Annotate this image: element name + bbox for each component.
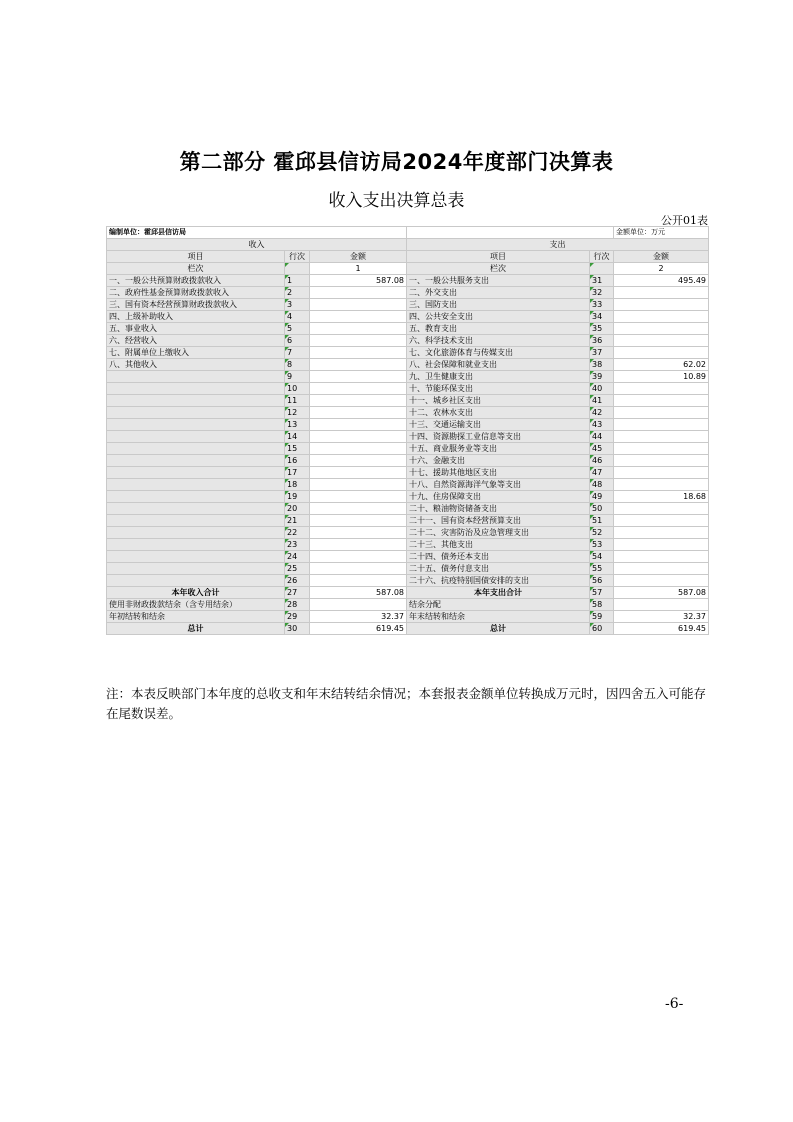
expense-item: 二十三、其他支出 (407, 539, 590, 551)
income-row-number: 3 (285, 299, 310, 311)
expense-row-number: 34 (590, 311, 614, 323)
income-amount (310, 311, 407, 323)
expense-amount (614, 407, 709, 419)
expense-row-number: 48 (590, 479, 614, 491)
income-amount (310, 395, 407, 407)
expense-row-number: 53 (590, 539, 614, 551)
table-row (107, 299, 709, 311)
expense-item: 十八、自然资源海洋气象等支出 (407, 479, 590, 491)
expense-amount (614, 419, 709, 431)
summary-row (107, 611, 709, 623)
income-row-number: 8 (285, 359, 310, 371)
expense-item: 二、外交支出 (407, 287, 590, 299)
column-header-row (107, 251, 709, 263)
income-item: 三、国有资本经营预算财政拨款收入 (107, 299, 285, 311)
table-row (107, 491, 709, 503)
table-row (107, 383, 709, 395)
summary-row (107, 623, 709, 635)
income-item: 七、附属单位上缴收入 (107, 347, 285, 359)
expense-amount (614, 539, 709, 551)
table-row (107, 443, 709, 455)
income-row-number: 10 (285, 383, 310, 395)
income-item (107, 515, 285, 527)
expense-summary-item: 结余分配 (407, 599, 590, 611)
expense-col-label: 栏次 (407, 263, 590, 275)
income-item (107, 371, 285, 383)
expense-row-number: 32 (590, 287, 614, 299)
income-item (107, 527, 285, 539)
expense-amount: 495.49 (614, 275, 709, 287)
table-row (107, 575, 709, 587)
income-rowno-header: 行次 (285, 251, 310, 263)
income-item (107, 407, 285, 419)
expense-item: 十三、交通运输支出 (407, 419, 590, 431)
income-row-number: 23 (285, 539, 310, 551)
expense-amount (614, 335, 709, 347)
expense-item: 十二、农林水支出 (407, 407, 590, 419)
expense-item: 二十一、国有资本经营预算支出 (407, 515, 590, 527)
income-amount (310, 347, 407, 359)
expense-amount (614, 431, 709, 443)
expense-amount (614, 503, 709, 515)
income-row-number: 7 (285, 347, 310, 359)
expense-amount (614, 479, 709, 491)
expense-row-number: 42 (590, 407, 614, 419)
expense-item: 三、国防支出 (407, 299, 590, 311)
expense-row-number: 51 (590, 515, 614, 527)
table-row (107, 479, 709, 491)
expense-summary-row-number: 60 (590, 623, 614, 635)
expense-summary-amount (614, 599, 709, 611)
expense-amount (614, 551, 709, 563)
income-row-number: 17 (285, 467, 310, 479)
income-row-number: 9 (285, 371, 310, 383)
expense-row-number: 37 (590, 347, 614, 359)
table-row (107, 347, 709, 359)
income-amount (310, 527, 407, 539)
income-row-number: 15 (285, 443, 310, 455)
form-number: 公开01表 (661, 214, 708, 227)
expense-amount (614, 575, 709, 587)
table-row (107, 359, 709, 371)
income-row-number: 19 (285, 491, 310, 503)
income-row-number: 25 (285, 563, 310, 575)
income-amount (310, 455, 407, 467)
income-summary-amount: 619.45 (310, 623, 407, 635)
income-amount (310, 575, 407, 587)
expense-summary-amount: 587.08 (614, 587, 709, 599)
expense-amount (614, 455, 709, 467)
expense-amount (614, 527, 709, 539)
income-amount (310, 479, 407, 491)
expense-summary-item: 本年支出合计 (407, 587, 590, 599)
expense-item-header: 项目 (407, 251, 590, 263)
income-row-number: 26 (285, 575, 310, 587)
income-row-number: 12 (285, 407, 310, 419)
expense-row-number: 52 (590, 527, 614, 539)
table-row (107, 335, 709, 347)
income-amount (310, 359, 407, 371)
income-item: 六、经营收入 (107, 335, 285, 347)
income-amount (310, 371, 407, 383)
income-row-number: 4 (285, 311, 310, 323)
income-item (107, 503, 285, 515)
meta-row (107, 227, 709, 239)
income-row-number: 21 (285, 515, 310, 527)
income-row-number: 1 (285, 275, 310, 287)
income-amount: 587.08 (310, 275, 407, 287)
expense-item: 六、科学技术支出 (407, 335, 590, 347)
income-col-label: 栏次 (107, 263, 285, 275)
expense-row-number: 56 (590, 575, 614, 587)
expense-row-number: 43 (590, 419, 614, 431)
page-title: 第二部分 霍邱县信访局2024年度部门决算表 (179, 150, 614, 174)
income-col-blank (285, 263, 310, 275)
income-item (107, 491, 285, 503)
income-item (107, 455, 285, 467)
income-item (107, 467, 285, 479)
table-row (107, 395, 709, 407)
expense-row-number: 31 (590, 275, 614, 287)
column-index-row (107, 263, 709, 275)
income-amount (310, 383, 407, 395)
income-item: 五、事业收入 (107, 323, 285, 335)
income-item: 二、政府性基金预算财政拨款收入 (107, 287, 285, 299)
expense-item: 十五、商业服务业等支出 (407, 443, 590, 455)
expense-item: 八、社会保障和就业支出 (407, 359, 590, 371)
expense-amount (614, 323, 709, 335)
expense-col-blank (590, 263, 614, 275)
income-summary-row-number: 29 (285, 611, 310, 623)
expense-amount (614, 347, 709, 359)
expense-row-number: 33 (590, 299, 614, 311)
expense-summary-row-number: 58 (590, 599, 614, 611)
summary-row (107, 587, 709, 599)
income-amount (310, 503, 407, 515)
expense-item: 十六、金融支出 (407, 455, 590, 467)
income-item: 一、一般公共预算财政拨款收入 (107, 275, 285, 287)
income-row-number: 14 (285, 431, 310, 443)
income-amount (310, 539, 407, 551)
expense-summary-amount: 32.37 (614, 611, 709, 623)
currency-unit: 金额单位：万元 (614, 227, 709, 239)
expense-row-number: 55 (590, 563, 614, 575)
expense-row-number: 39 (590, 371, 614, 383)
income-row-number: 6 (285, 335, 310, 347)
footnote: 注：本表反映部门本年度的总收支和年末结转结余情况；本套报表金额单位转换成万元时，因四舍五入可能存在尾数误差。 (106, 686, 707, 721)
income-summary-item: 本年收入合计 (107, 587, 285, 599)
expense-row-number: 50 (590, 503, 614, 515)
expense-row-number: 38 (590, 359, 614, 371)
income-item (107, 383, 285, 395)
expense-summary-row-number: 57 (590, 587, 614, 599)
table-row (107, 503, 709, 515)
income-amount (310, 323, 407, 335)
expense-amount: 10.89 (614, 371, 709, 383)
table-row (107, 407, 709, 419)
income-col-number: 1 (310, 263, 407, 275)
expense-amount (614, 383, 709, 395)
expense-amount (614, 299, 709, 311)
income-summary-row-number: 28 (285, 599, 310, 611)
income-row-number: 16 (285, 455, 310, 467)
expense-item: 二十四、债务还本支出 (407, 551, 590, 563)
income-row-number: 24 (285, 551, 310, 563)
income-item (107, 395, 285, 407)
table-row (107, 287, 709, 299)
expense-summary-row-number: 59 (590, 611, 614, 623)
expense-amount-header: 金额 (614, 251, 709, 263)
income-amount-header: 金额 (310, 251, 407, 263)
income-item (107, 431, 285, 443)
expense-rowno-header: 行次 (590, 251, 614, 263)
expense-item: 九、卫生健康支出 (407, 371, 590, 383)
expense-row-number: 47 (590, 467, 614, 479)
expense-amount (614, 287, 709, 299)
expense-amount: 62.02 (614, 359, 709, 371)
expense-row-number: 46 (590, 455, 614, 467)
table-row (107, 311, 709, 323)
income-amount (310, 467, 407, 479)
income-amount (310, 515, 407, 527)
expense-row-number: 35 (590, 323, 614, 335)
budget-sheet (106, 226, 708, 635)
expense-row-number: 40 (590, 383, 614, 395)
expense-amount (614, 563, 709, 575)
expense-col-number: 2 (614, 263, 709, 275)
expense-item: 二十、粮油物资储备支出 (407, 503, 590, 515)
table-subtitle: 收入支出决算总表 (328, 191, 465, 211)
expense-amount (614, 395, 709, 407)
income-summary-amount: 32.37 (310, 611, 407, 623)
section-header-row (107, 239, 709, 251)
income-amount (310, 551, 407, 563)
table-row (107, 539, 709, 551)
page-number: -6- (665, 996, 684, 1012)
income-summary-item: 使用非财政拨款结余（含专用结余） (107, 599, 285, 611)
expense-item: 十、节能环保支出 (407, 383, 590, 395)
income-expense-table (106, 226, 709, 635)
expense-item: 一、一般公共服务支出 (407, 275, 590, 287)
income-amount (310, 287, 407, 299)
expense-row-number: 45 (590, 443, 614, 455)
expense-amount (614, 443, 709, 455)
income-item (107, 563, 285, 575)
table-row (107, 515, 709, 527)
income-item (107, 479, 285, 491)
income-item: 八、其他收入 (107, 359, 285, 371)
income-row-number: 13 (285, 419, 310, 431)
income-item (107, 551, 285, 563)
expense-header: 支出 (407, 239, 709, 251)
income-amount (310, 335, 407, 347)
income-row-number: 11 (285, 395, 310, 407)
expense-item: 五、教育支出 (407, 323, 590, 335)
expense-item: 二十二、灾害防治及应急管理支出 (407, 527, 590, 539)
table-row (107, 371, 709, 383)
income-row-number: 22 (285, 527, 310, 539)
expense-row-number: 44 (590, 431, 614, 443)
expense-item: 十七、援助其他地区支出 (407, 467, 590, 479)
table-row (107, 323, 709, 335)
income-row-number: 5 (285, 323, 310, 335)
income-header: 收入 (107, 239, 407, 251)
table-row (107, 563, 709, 575)
income-amount (310, 563, 407, 575)
income-summary-amount: 587.08 (310, 587, 407, 599)
expense-row-number: 49 (590, 491, 614, 503)
table-row (107, 551, 709, 563)
income-summary-amount (310, 599, 407, 611)
expense-row-number: 41 (590, 395, 614, 407)
table-row (107, 275, 709, 287)
income-item (107, 575, 285, 587)
expense-summary-item: 总计 (407, 623, 590, 635)
income-item (107, 419, 285, 431)
income-summary-item: 总计 (107, 623, 285, 635)
expense-item: 二十六、抗疫特别国债安排的支出 (407, 575, 590, 587)
expense-amount (614, 311, 709, 323)
income-item: 四、上级补助收入 (107, 311, 285, 323)
income-amount (310, 443, 407, 455)
income-summary-row-number: 27 (285, 587, 310, 599)
income-summary-item: 年初结转和结余 (107, 611, 285, 623)
expense-item: 十四、资源勘探工业信息等支出 (407, 431, 590, 443)
compiling-unit: 编制单位：霍邱县信访局 (107, 227, 407, 239)
expense-row-number: 54 (590, 551, 614, 563)
table-row (107, 467, 709, 479)
expense-amount (614, 467, 709, 479)
expense-summary-amount: 619.45 (614, 623, 709, 635)
income-item (107, 443, 285, 455)
table-row (107, 431, 709, 443)
income-row-number: 2 (285, 287, 310, 299)
table-row (107, 419, 709, 431)
income-amount (310, 431, 407, 443)
expense-item: 二十五、债务付息支出 (407, 563, 590, 575)
expense-item: 四、公共安全支出 (407, 311, 590, 323)
income-amount (310, 407, 407, 419)
summary-row (107, 599, 709, 611)
expense-item: 十一、城乡社区支出 (407, 395, 590, 407)
income-amount (310, 491, 407, 503)
expense-amount (614, 515, 709, 527)
table-row (107, 527, 709, 539)
income-amount (310, 419, 407, 431)
income-amount (310, 299, 407, 311)
income-row-number: 18 (285, 479, 310, 491)
table-row (107, 455, 709, 467)
income-item-header: 项目 (107, 251, 285, 263)
expense-item: 七、文化旅游体育与传媒支出 (407, 347, 590, 359)
expense-amount: 18.68 (614, 491, 709, 503)
income-summary-row-number: 30 (285, 623, 310, 635)
expense-item: 十九、住房保障支出 (407, 491, 590, 503)
expense-summary-item: 年末结转和结余 (407, 611, 590, 623)
income-row-number: 20 (285, 503, 310, 515)
expense-row-number: 36 (590, 335, 614, 347)
income-item (107, 539, 285, 551)
